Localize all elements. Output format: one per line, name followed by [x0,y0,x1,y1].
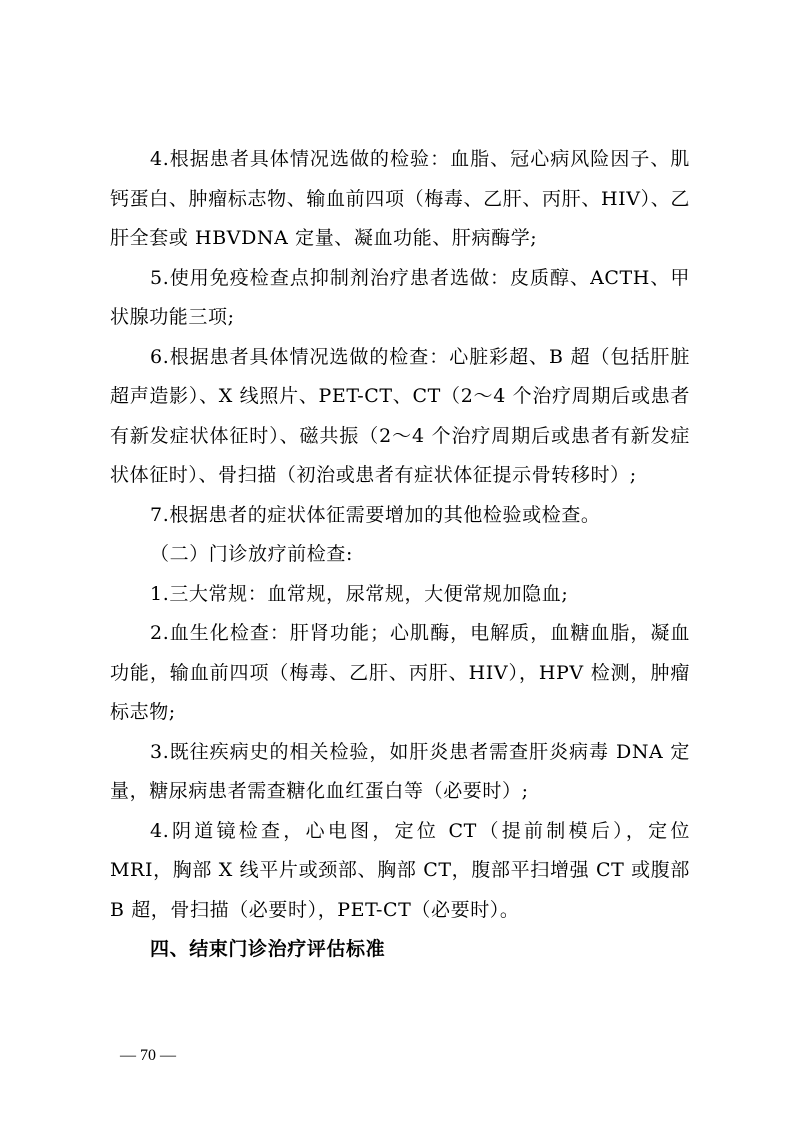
subsection-title-pre-radiotherapy: （二）门诊放疗前检查: [150,543,354,565]
paragraph-immunotherapy-tests: 5.使用免疫检查点抑制剂治疗患者选做：皮质醇、ACTH、甲状腺功能三项; [110,266,690,328]
section-heading: 四、结束门诊治疗评估标准 [150,938,386,960]
document-body [110,140,690,970]
paragraph-imaging-exams: 4.阴道镜检查，心电图，定位 CT（提前制模后），定位 MRI，胸部 X 线平片或颈部、胸部 CT，腹部平扫增强 CT 或腹部 B 超，骨扫描（必要时），PET-CT（必要时）。 [110,819,690,921]
paragraph-biochemistry-tests: 2.血生化检查：肝肾功能；心肌酶，电解质，血糖血脂，凝血功能，输血前四项（梅毒、乙肝、丙肝、HIV），HPV 检测，肿瘤标志物; [110,622,690,723]
paragraph-additional-tests: 7.根据患者的症状体征需要增加的其他检验或检查。 [150,503,601,526]
page-number: — 70 — [120,1047,176,1064]
paragraph-routine-tests: 1.三大常规：血常规，尿常规，大便常规加隐血; [150,582,569,605]
paragraph-optional-lab-tests: 4.根据患者具体情况选做的检验：血脂、冠心病风险因子、肌钙蛋白、肿瘤标志物、输血前四项（梅毒、乙肝、丙肝、HIV）、乙肝全套或 HBVDNA 定量、凝血功能、肝病酶学; [110,148,690,249]
paragraph-history-tests: 3.既往疾病史的相关检验，如肝炎患者需查肝炎病毒 DNA 定量，糖尿病患者需查糖化血红蛋白等（必要时）; [110,740,690,802]
paragraph-optional-exams: 6.根据患者具体情况选做的检查：心脏彩超、B 超（包括肝脏超声造影）、X 线照片、PET-CT、CT（2～4 个治疗周期后或患者有新发症状体征时）、磁共振（2～4 个治疗周期后或患者有新发症状体征时）、骨扫描（初治或患者有症状体征提示骨转移时）; [110,345,690,486]
